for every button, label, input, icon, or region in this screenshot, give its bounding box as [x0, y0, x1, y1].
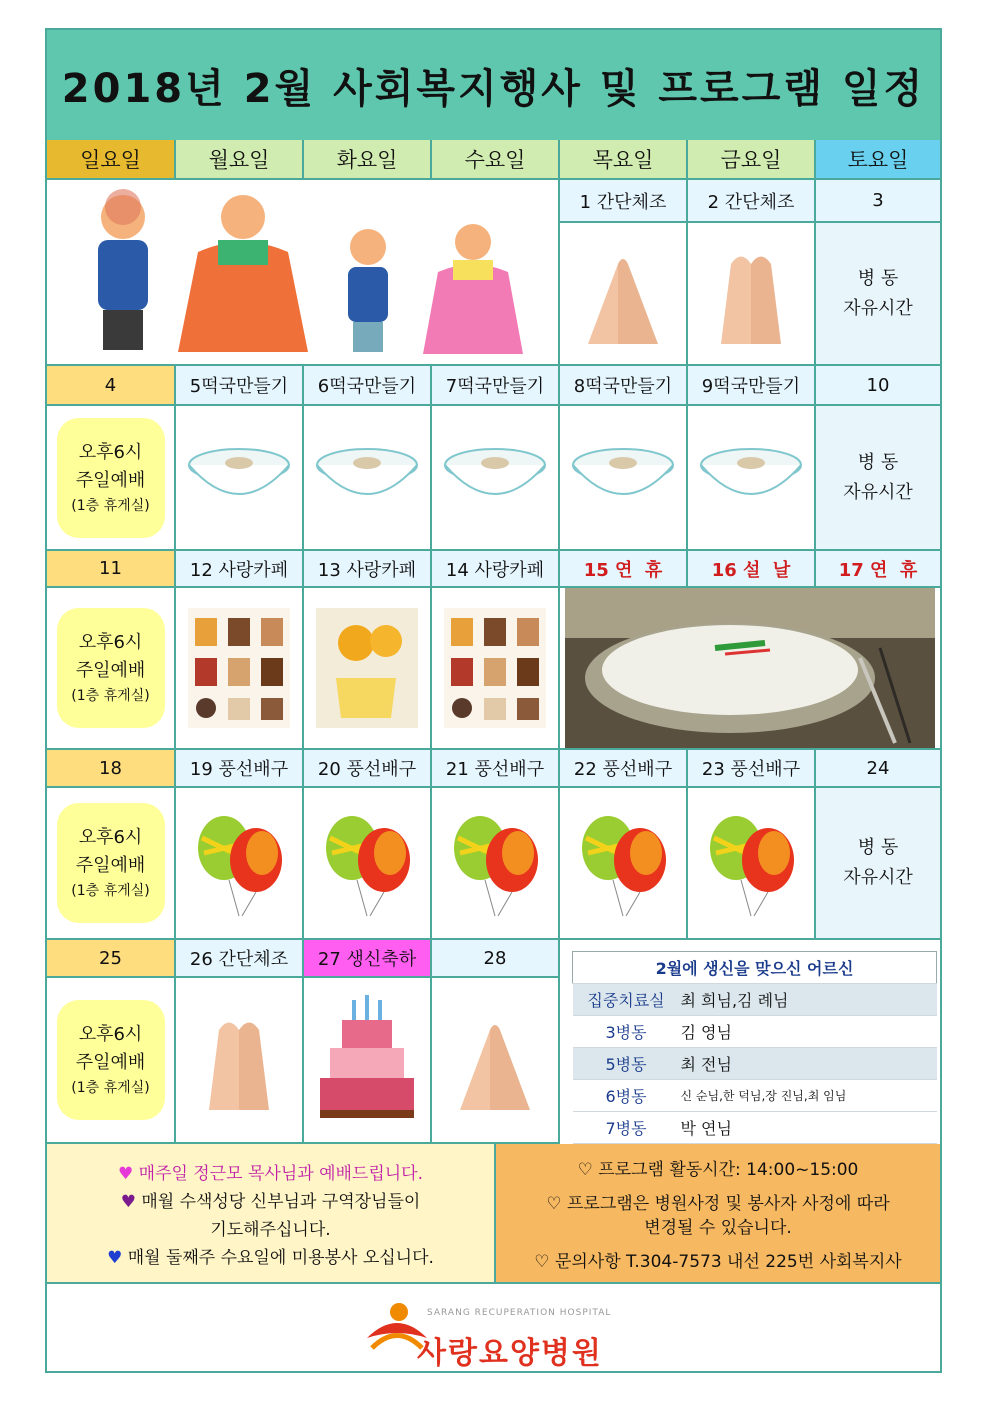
free-time-week2: [816, 406, 940, 551]
day-2-label: 2 간단체조: [688, 180, 816, 223]
birthday-row: 집중치료실 최 희님,김 례님: [573, 984, 937, 1016]
logo-subtitle: SARANG RECUPERATION HOSPITAL: [427, 1308, 612, 1318]
tteokguk-cell-6: [304, 406, 432, 551]
hands-exercise-icon: [573, 234, 673, 354]
cafe-cell-13: [304, 588, 432, 750]
birthday-row: 5병동 최 전님: [573, 1048, 937, 1080]
birthday-cake-cell: [304, 978, 432, 1144]
day-25-label: 25: [47, 940, 176, 978]
free-time-label: 자유시간: [843, 297, 913, 319]
birthday-list: [572, 951, 937, 1139]
sunday-service-badge: 오후6시 주일예배 (1층 휴게실): [57, 803, 165, 923]
day-10-label: 10: [816, 366, 940, 406]
sunday-service-badge: 오후6시 주일예배 (1층 휴게실): [57, 608, 165, 728]
balloons-icon: [440, 808, 550, 918]
day-7-label: 7떡국만들기: [432, 366, 560, 406]
header-wednesday: 수요일: [432, 140, 560, 180]
day-17-label: 17 연 휴: [816, 551, 940, 588]
day-24-label: 24: [816, 750, 940, 788]
day-21-label: 21 풍선배구: [432, 750, 560, 788]
day-18-label: 18: [47, 750, 176, 788]
day-3-label: 3: [816, 180, 940, 223]
hanbok-children-icon: [53, 182, 553, 362]
weekday-header-row: [47, 140, 940, 180]
balloons-icon: [184, 808, 294, 918]
note-line: 기도해주십니다.: [210, 1220, 331, 1240]
birthday-title: 2월에 생신을 맞으신 어르신: [573, 952, 937, 984]
program-change-note-2: 변경될 수 있습니다.: [644, 1218, 792, 1238]
free-time-ward: 병 동: [857, 451, 899, 473]
tteokguk-cell-5: [176, 406, 304, 551]
notes-right: [496, 1144, 940, 1284]
free-time-ward: 병 동: [857, 267, 899, 289]
hanbok-illustration: [47, 180, 560, 366]
contact-info: ♡ 문의사항 T.304-7573 내선 225번 사회복지사: [534, 1252, 902, 1272]
free-time-ward: 병 동: [857, 837, 899, 858]
tteokguk-cell-7: [432, 406, 560, 551]
sunday-service-week3: [47, 588, 176, 750]
tteokguk-cell-9: [688, 406, 816, 551]
bowl-icon: [568, 443, 678, 513]
calendar-page: [45, 28, 942, 1373]
birthday-cake-icon: [312, 990, 422, 1130]
day-26-label: 26 간단체조: [176, 940, 304, 978]
balloons-icon: [568, 808, 678, 918]
logo-name: 사랑요양병원: [417, 1336, 603, 1371]
exercise-cell-2: [688, 223, 816, 366]
heart-icon: ♥: [120, 1192, 136, 1212]
citron-tea-icon: [311, 603, 423, 733]
cafe-cell-14: [432, 588, 560, 750]
sunday-service-week4: [47, 788, 176, 940]
exercise-cell-28: [432, 978, 560, 1144]
day-8-label: 8떡국만들기: [560, 366, 688, 406]
drinks-icon: [439, 603, 551, 733]
balloon-cell-22: [560, 788, 688, 940]
hands-prayer-icon: [701, 234, 801, 354]
sunday-service-week5: [47, 978, 176, 1144]
bowl-icon: [312, 443, 422, 513]
day-5-label: 5떡국만들기: [176, 366, 304, 406]
tteokguk-photo-icon: [565, 588, 935, 748]
program-time: ♡ 프로그램 활동시간: 14:00~15:00: [577, 1160, 859, 1180]
heart-icon: ♥: [107, 1248, 123, 1268]
day-9-label: 9떡국만들기: [688, 366, 816, 406]
title-bar: [47, 30, 940, 142]
holiday-tteokguk-photo: [560, 588, 940, 750]
drinks-icon: [183, 603, 295, 733]
program-change-note: ♡ 프로그램은 병원사정 및 봉사자 사정에 따라: [546, 1194, 890, 1214]
birthday-row: 3병동 김 영님: [573, 1016, 937, 1048]
balloon-cell-21: [432, 788, 560, 940]
day-22-label: 22 풍선배구: [560, 750, 688, 788]
header-monday: 월요일: [176, 140, 304, 180]
free-time-week4: [816, 788, 940, 940]
exercise-cell-26: [176, 978, 304, 1144]
header-thursday: 목요일: [560, 140, 688, 180]
header-sunday: 일요일: [47, 140, 176, 180]
day-14-label: 14 사랑카페: [432, 551, 560, 588]
day-27-label: 27 생신축하: [304, 940, 432, 978]
bowl-icon: [184, 443, 294, 513]
day-15-label: 15 연 휴: [560, 551, 688, 588]
balloon-cell-19: [176, 788, 304, 940]
birthday-row: 7병동 박 연님: [573, 1112, 937, 1144]
header-friday: 금요일: [688, 140, 816, 180]
header-tuesday: 화요일: [304, 140, 432, 180]
hands-exercise-icon: [445, 1000, 545, 1120]
header-saturday: 토요일: [816, 140, 940, 180]
day-1-label: 1 간단체조: [560, 180, 688, 223]
day-28-label: 28: [432, 940, 560, 978]
sunday-service-badge: 오후6시 주일예배 (1층 휴게실): [57, 418, 165, 538]
balloon-cell-23: [688, 788, 816, 940]
sunday-service-badge: 오후6시 주일예배 (1층 휴게실): [57, 1000, 165, 1120]
day-19-label: 19 풍선배구: [176, 750, 304, 788]
note-line: ♥ 매월 둘째주 수요일에 미용봉사 오십니다.: [107, 1248, 434, 1268]
sunday-service-week2: [47, 406, 176, 551]
bowl-icon: [440, 443, 550, 513]
day-4-label: 4: [47, 366, 176, 406]
note-line: ♥ 매주일 정근모 목사님과 예배드립니다.: [117, 1164, 424, 1184]
exercise-cell-1: [560, 223, 688, 366]
page-title: 2018년 2월 사회복지행사 및 프로그램 일정: [61, 65, 926, 112]
balloons-icon: [312, 808, 422, 918]
free-time-week1: [816, 223, 940, 366]
cafe-cell-12: [176, 588, 304, 750]
heart-icon: ♥: [117, 1164, 134, 1184]
balloon-cell-20: [304, 788, 432, 940]
notes-left: [47, 1144, 496, 1284]
balloons-icon: [696, 808, 806, 918]
hands-prayer-icon: [189, 1000, 289, 1120]
bowl-icon: [696, 443, 806, 513]
tteokguk-cell-8: [560, 406, 688, 551]
free-time-label: 자유시간: [843, 481, 913, 503]
birthday-row: 6병동 신 순님,한 덕님,장 진님,최 임님: [573, 1080, 937, 1112]
day-13-label: 13 사랑카페: [304, 551, 432, 588]
day-16-label: 16 설 날: [688, 551, 816, 588]
free-time-label: 자유시간: [843, 867, 913, 888]
day-11-label: 11: [47, 551, 176, 588]
day-6-label: 6떡국만들기: [304, 366, 432, 406]
note-line: ♥ 매월 수색성당 신부님과 구역장님들이: [120, 1192, 421, 1212]
day-23-label: 23 풍선배구: [688, 750, 816, 788]
day-20-label: 20 풍선배구: [304, 750, 432, 788]
day-12-label: 12 사랑카페: [176, 551, 304, 588]
hospital-logo: [357, 1298, 622, 1371]
